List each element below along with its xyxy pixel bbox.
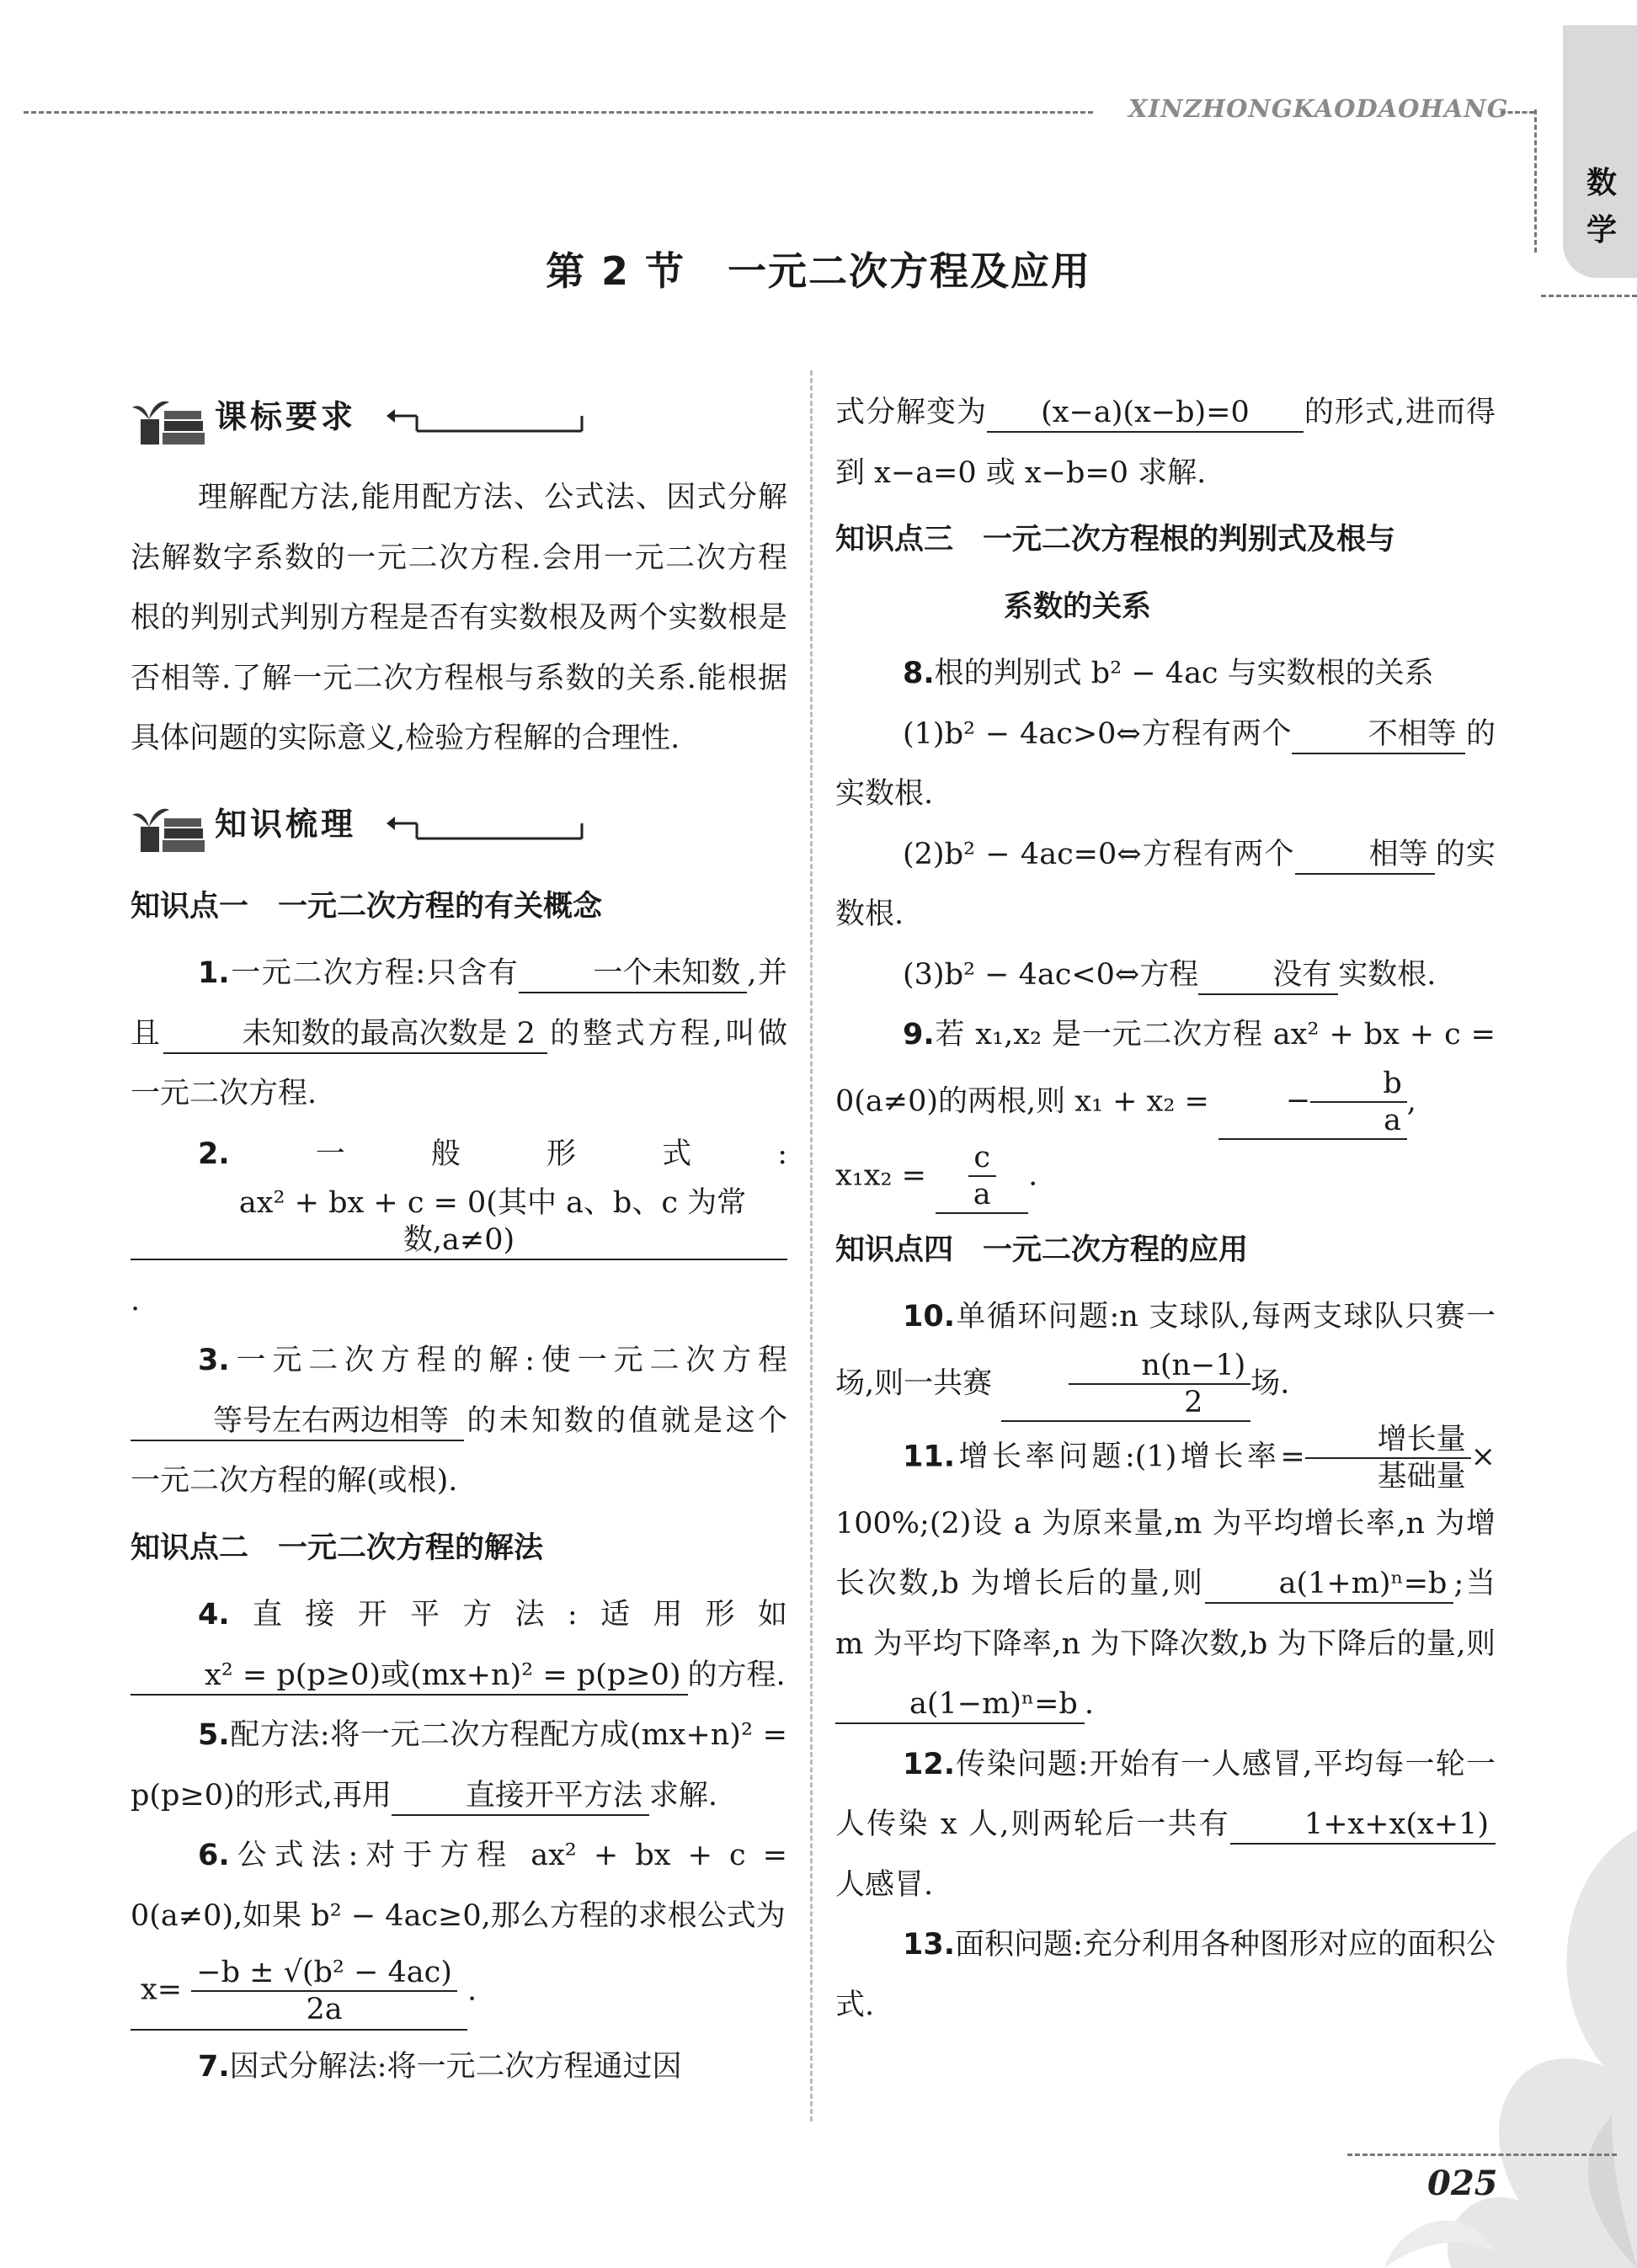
answer-blank: 一个未知数 (519, 955, 747, 993)
answer-blank: (x−a)(x−b)=0 (987, 394, 1304, 433)
fraction-growth-over-base: $\frac{\text{增长量}}{\text{基础量}}$ (1305, 1422, 1471, 1494)
section-head-requirements (131, 370, 787, 463)
answer-blank: 1+x+x(x+1) (1230, 1806, 1496, 1845)
item-5: 5.配方法:将一元二次方程配方成(mx+n)² = p(p≥0)的形式,再用 直接开平方法 求解. (131, 1706, 787, 1826)
knowledge-point-2-heading: 知识点二 一元二次方程的解法 (131, 1531, 544, 1565)
item-6: 6.公式法:对于方程 ax² + bx + c = 0(a≠0),如果 b² − 4ac≥0,那么方程的求根公式为 (131, 1839, 787, 1933)
answer-blank: x= $\frac{\text{−b ± √(b² − 4ac)}}{2a}$ (131, 1953, 467, 2031)
answer-blank: a(1−m)ⁿ=b (835, 1685, 1085, 1724)
section-head-knowledge (131, 778, 787, 870)
item-8-3: (3)b² − 4ac<0⇔方程 没有 实数根. (835, 945, 1496, 1006)
item-7-continued: 式分解变为 (x−a)(x−b)=0 的形式,进而得到 x−a=0 或 x−b=0 求解. (835, 396, 1496, 490)
books-plant-icon (131, 382, 211, 450)
answer-blank: 直接开平方法 (392, 1777, 649, 1816)
item-2: 2.一般形式:ax² + bx + c = 0(其中 a、b、c 为常数,a≠0). (131, 1137, 787, 1318)
fraction-b-over-a: $\frac{b}{a}$ (1310, 1066, 1406, 1138)
books-plant-icon (131, 790, 211, 857)
section-label-knowledge: 知识梳理 (215, 805, 357, 843)
answer-blank: a(1+m)ⁿ=b (1205, 1565, 1454, 1604)
item-8-1: (1)b² − 4ac>0⇔方程有两个 不相等 的实数根. (835, 716, 1496, 811)
answer-blank: 不相等 (1292, 716, 1465, 754)
item-4: 4.直接开平方法:适用形如x² = p(p≥0)或(mx+n)² = p(p≥0) 的方程. (131, 1585, 787, 1706)
section-number: 第 2 节 (545, 248, 686, 294)
item-10: 10.单循环问题:n 支球队,每两支球队只赛一场,则一共赛 $\frac{n(n-1)}{2}$ 场. (835, 1287, 1496, 1422)
fraction-c-over-a: $\frac{c}{a}$ (968, 1140, 996, 1212)
item-9: 9.若 x₁,x₂ 是一元二次方程 ax² + bx + c = 0(a≠0)的两根,则 x₁ + x₂ = − $\frac{b}{a}$ , (835, 1005, 1496, 1140)
answer-blank: x² = p(p≥0)或(mx+n)² = p(p≥0) (131, 1657, 688, 1696)
answer-blank: 等号左右两边相等 (131, 1403, 464, 1441)
answer-blank: 未知数的最高次数是 2 (163, 1015, 547, 1054)
item-8-2: (2)b² − 4ac=0⇔方程有两个 相等 的实数根. (835, 837, 1496, 931)
section-label-requirements: 课标要求 (215, 398, 357, 435)
answer-blank (936, 1140, 1028, 1214)
page-number: 025 (1427, 2164, 1498, 2203)
item-1: 1.一元二次方程:只含有 一个未知数 ,并且 未知数的最高次数是 2 的整式方程,叫做一元二次方程. (131, 956, 787, 1110)
answer-blank (1001, 1348, 1250, 1422)
item-7-start: 7.因式分解法:将一元二次方程通过因 (198, 2050, 682, 2084)
section-name: 一元二次方程及应用 (728, 248, 1092, 294)
column-divider (810, 370, 813, 2122)
knowledge-point-3-heading: 知识点三 一元二次方程根的判别式及根与 (835, 523, 1396, 556)
header-dashed-line (24, 111, 1093, 114)
left-column (131, 370, 787, 2098)
decorative-leaf-pattern (1216, 1763, 1637, 2268)
section-arrow-icon (383, 808, 585, 842)
quadratic-formula: $\frac{\text{−b ± √(b² − 4ac)}}{2a}$ (191, 1955, 457, 2027)
knowledge-point-3-heading-cont: 系数的关系 (1004, 589, 1152, 624)
section-arrow-icon (383, 401, 585, 434)
answer-blank: 相等 (1295, 836, 1435, 875)
answer-blank: − $\frac{b}{a}$ (1218, 1066, 1407, 1140)
answer-blank: ax² + bx + c = 0(其中 a、b、c 为常数,a≠0) (131, 1185, 787, 1260)
page-title (0, 241, 1637, 296)
answer-blank: 没有 (1198, 956, 1338, 995)
fraction-n-n-minus-1-over-2: $\frac{n(n-1)}{2}$ (1069, 1348, 1250, 1420)
footer-dashed-line (1347, 2154, 1617, 2156)
header-dashed-line-end (1501, 111, 1534, 114)
quadratic-formula-line: x= $\frac{\text{−b ± √(b² − 4ac)}}{2a}$ . (131, 1946, 787, 2037)
item-8: 8.根的判别式 b² − 4ac 与实数根的关系 (903, 657, 1434, 690)
subject-label: 数学 (1586, 166, 1617, 248)
tab-dashed-line (1534, 109, 1537, 253)
item-12: 12.传染问题:开始有一人感冒,平均每一轮一人传染 x 人,则两轮后一共有 1+x+x(x+1)人感冒. (835, 1747, 1496, 1902)
item-13: 13.面积问题:充分利用各种图形对应的面积公式. (835, 1928, 1496, 2022)
item-11: 11.增长率问题:(1)增长率= $\frac{\text{增长量}}{\text{基础量}}$ × 100%;(2)设 a 为原来量,m 为平均增长率,n 为增长次数,b 为增长后的量,则 a(1+m)ⁿ=b ;当 m 为平均下降率,n 为下降次数,b 为下降后的量,则a(1−m)ⁿ=b . (835, 1422, 1496, 1735)
knowledge-point-4-heading: 知识点四 一元二次方程的应用 (835, 1232, 1249, 1267)
item-3: 3.一元二次方程的解:使一元二次方程等号左右两边相等 的未知数的值就是这个一元二次方程的解(或根). (131, 1344, 787, 1498)
item-9-product: x₁x₂ = $\frac{c}{a}$ . (835, 1140, 1496, 1214)
knowledge-point-1-heading: 知识点一 一元二次方程的有关概念 (131, 889, 603, 924)
requirements-text: 理解配方法,能用配方法、公式法、因式分解法解数字系数的一元二次方程.会用一元二次方程根的判别式判别方程是否有实数根及两个实数根是否相等.了解一元二次方程根与系数的关系.能根据具体问题的实际意义,检验方程解的合理性. (131, 481, 787, 755)
running-title: XINZHONGKAODAOHANG (1128, 94, 1509, 123)
